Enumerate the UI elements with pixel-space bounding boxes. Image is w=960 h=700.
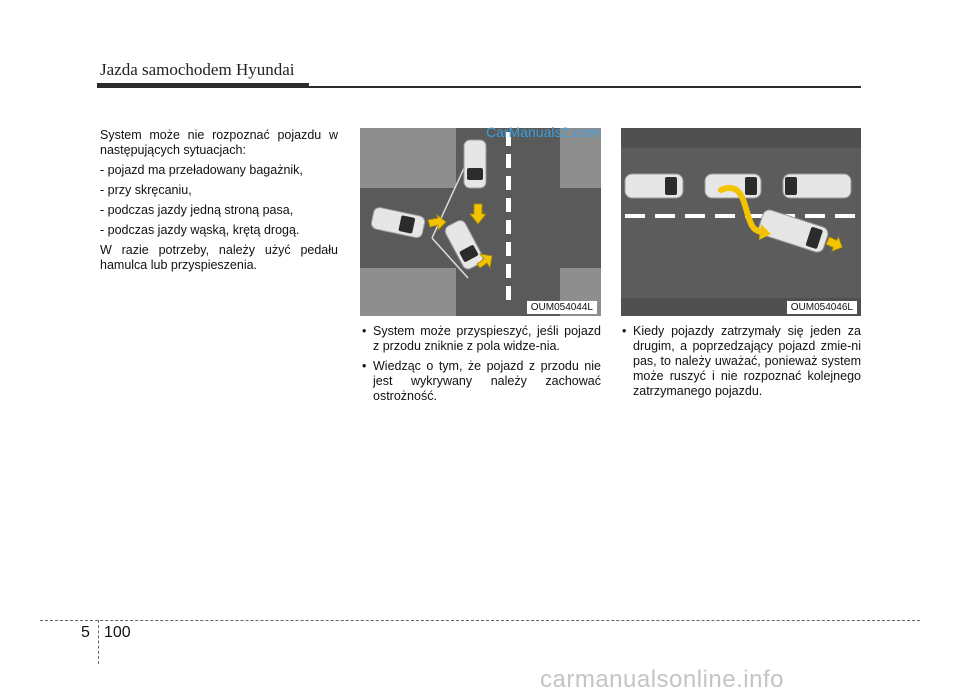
figure-lane-change bbox=[621, 128, 861, 316]
footer-dashed-divider bbox=[98, 620, 99, 664]
bullet-accelerate: • System może przyspieszyć, jeśli pojazd z przodu zniknie z pola widze-nia. bbox=[362, 324, 601, 354]
watermark-bottom: carmanualsonline.info bbox=[540, 666, 784, 693]
watermark-top: CarManuals2.com bbox=[486, 124, 600, 140]
list-item-lane-side: - podczas jazdy jedną stroną pasa, bbox=[100, 203, 294, 217]
chapter-number: 5 bbox=[81, 624, 90, 641]
paragraph-pedal-advice: W razie potrzeby, należy użyć pedału hamulca lub przyspieszenia. bbox=[100, 243, 338, 272]
section-title: Jazda samochodem Hyundai bbox=[100, 60, 295, 79]
right-column bbox=[622, 324, 861, 404]
figure-code: OUM054044L bbox=[527, 301, 597, 314]
list-item-turning: - przy skręcaniu, bbox=[100, 183, 192, 197]
middle-column bbox=[362, 324, 601, 409]
lane-change-illustration bbox=[621, 128, 861, 316]
left-column bbox=[100, 128, 338, 278]
paragraph-intro: System może nie rozpoznać pojazdu w następujących sytuacjach: bbox=[100, 128, 338, 157]
header-rule bbox=[309, 86, 861, 88]
list-item-overloaded-trunk: - pojazd ma przeładowany bagażnik, bbox=[100, 163, 303, 177]
list-item-narrow-road: - podczas jazdy wąską, krętą drogą. bbox=[100, 223, 300, 237]
figure-intersection bbox=[360, 128, 601, 316]
bullet-caution: • Wiedząc o tym, że pojazd z przodu nie jest wykrywany należy zachować ostrożność. bbox=[362, 359, 601, 404]
bullet-stopped-vehicles: • Kiedy pojazdy zatrzymały się jeden za drugim, a poprzedzający pojazd zmie-ni pas, to należy uważać, ponieważ system może ruszyć i nie rozpoznać kolejnego zatrzymanego pojazdu. bbox=[622, 324, 861, 399]
page-number: 100 bbox=[104, 624, 131, 641]
intersection-illustration bbox=[360, 128, 601, 316]
footer-dashed-rule bbox=[40, 620, 920, 621]
header-bar-thick bbox=[97, 83, 309, 88]
figure-code: OUM054046L bbox=[787, 301, 857, 314]
